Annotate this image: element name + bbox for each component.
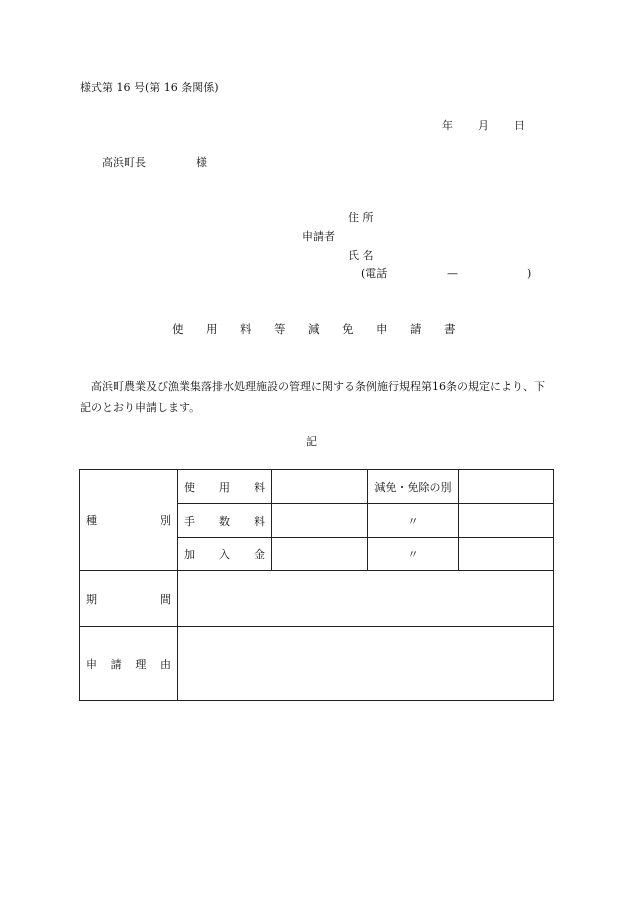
ki-label: 記 <box>306 435 317 448</box>
period-label-cell <box>80 571 178 627</box>
fee-type-cell <box>178 538 272 571</box>
fee-amount-field[interactable] <box>272 470 368 504</box>
date-year-label: 年 <box>442 119 453 132</box>
body-paragraph: 高浜町農業及び漁業集落排水処理施設の管理に関する条例施行規程第16条の規定により、下記のとおり申請します。 <box>80 380 545 414</box>
fee-amount-field[interactable] <box>272 538 368 571</box>
form-number: 様式第 16 号(第 16 条関係) <box>80 81 219 94</box>
title-char: 申 <box>376 322 388 336</box>
document-title <box>172 324 456 336</box>
title-char: 使 <box>172 322 184 336</box>
category-char: 別 <box>160 514 171 527</box>
date-day-label: 日 <box>514 119 525 132</box>
fee-amount-field[interactable] <box>272 504 368 538</box>
category-char: 種 <box>86 514 97 527</box>
fee-char: 手 <box>184 514 195 528</box>
fee-char: 加 <box>184 548 195 561</box>
fee-type-cell <box>178 504 272 538</box>
kubetsu-field[interactable] <box>459 504 554 538</box>
title-char: 減 <box>308 322 320 336</box>
reason-char: 理 <box>135 657 147 671</box>
table-row <box>80 571 554 627</box>
phone-dash: — <box>447 267 458 280</box>
address-label: 住 所 <box>348 211 374 224</box>
table-row <box>80 627 554 701</box>
period-char: 期 <box>86 592 97 606</box>
date-month-label: 月 <box>478 119 489 132</box>
title-char: 書 <box>444 322 456 336</box>
reason-char: 由 <box>159 657 171 671</box>
recipient <box>102 157 207 168</box>
application-table <box>79 469 554 701</box>
kubetsu-label: 減免・免除の別 <box>368 470 459 504</box>
reason-char: 請 <box>110 657 122 671</box>
fee-char: 使 <box>184 480 195 494</box>
period-char: 間 <box>160 592 171 606</box>
fee-char: 料 <box>254 514 265 528</box>
phone-line <box>361 268 531 279</box>
applicant-label: 申請者 <box>302 230 335 243</box>
phone-close: ) <box>527 267 532 280</box>
reason-label-cell <box>80 627 178 701</box>
fee-type-cell <box>178 470 272 504</box>
title-char: 等 <box>274 322 286 336</box>
fee-char: 入 <box>219 548 230 561</box>
recipient-title: 高浜町長 <box>102 156 146 169</box>
kubetsu-field[interactable] <box>459 470 554 504</box>
title-char: 用 <box>206 322 218 336</box>
fee-char: 数 <box>219 514 230 528</box>
name-label: 氏 名 <box>348 249 374 262</box>
ditto-mark: 〃 <box>368 538 459 571</box>
title-char: 料 <box>240 322 252 336</box>
recipient-honorific: 様 <box>196 156 207 169</box>
title-char: 請 <box>410 322 422 336</box>
kubetsu-field[interactable] <box>459 538 554 571</box>
fee-char: 料 <box>254 480 265 494</box>
fee-char: 金 <box>254 548 265 561</box>
date-line <box>442 120 525 131</box>
fee-char: 用 <box>219 480 230 494</box>
title-char: 免 <box>342 322 354 336</box>
period-field[interactable] <box>178 571 554 627</box>
phone-label: (電話 <box>361 267 388 280</box>
ditto-mark: 〃 <box>368 504 459 538</box>
reason-field[interactable] <box>178 627 554 701</box>
reason-char: 申 <box>86 657 97 671</box>
table-row <box>80 470 554 504</box>
category-cell <box>80 470 178 571</box>
